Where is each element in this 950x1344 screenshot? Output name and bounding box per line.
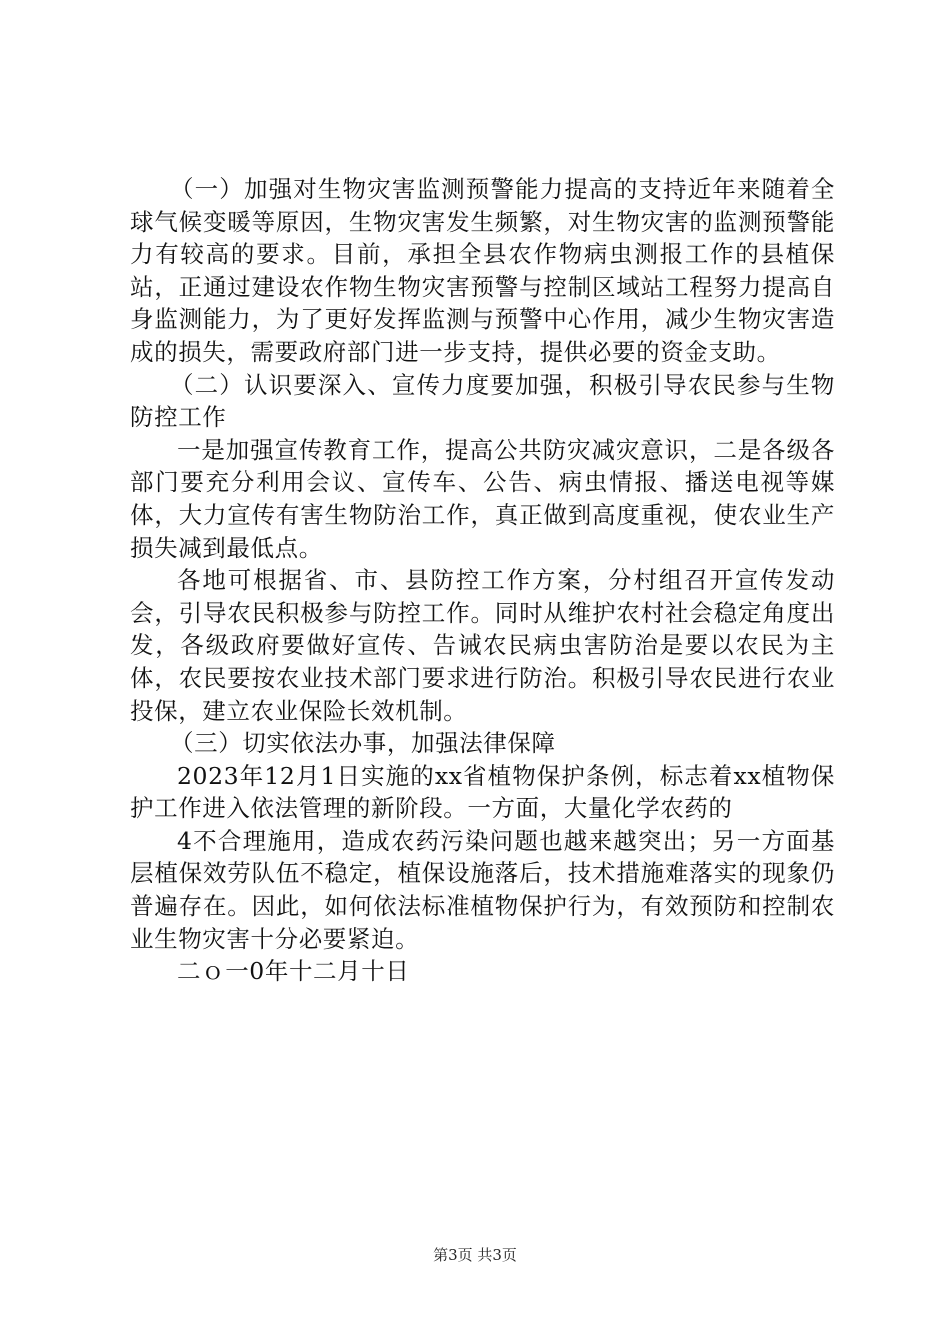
heading-section-two: （二）认识要深入、宣传力度要加强，积极引导农民参与生物防控工作: [130, 370, 835, 432]
document-body: [130, 173, 835, 988]
page-number-footer: 第3页 共3页: [433, 1246, 517, 1264]
paragraph-regulation-continued: 4不合理施用，造成农药污染问题也越来越突出；另一方面基层植保效劳队伍不稳定，植保设施落后，技术措施难落实的现象仍普遍存在。因此，如何依法标准植物保护行为，有效预防和控制农业生物灾害十分必要紧迫。: [130, 826, 835, 953]
paragraph-local-plans: 各地可根据省、市、县防控工作方案，分村组召开宣传发动会，引导农民积极参与防控工作。同时从维护农村社会稳定角度出发，各级政府要做好宣传、告诫农民病虫害防治是要以农民为主体，农民要按农业技术部门要求进行防治。积极引导农民进行农业投保，建立农业保险长效机制。: [130, 566, 835, 725]
paragraph-publicity: 一是加强宣传教育工作，提高公共防灾减灾意识，二是各级各部门要充分利用会议、宣传车、公告、病虫情报、播送电视等媒体，大力宣传有害生物防治工作，真正做到高度重视，使农业生产损失减到最低点。: [130, 435, 835, 562]
paragraph-regulation: 2023年12月1日实施的xx省植物保护条例，标志着xx植物保护工作进入依法管理的新阶段。一方面，大量化学农药的: [130, 761, 835, 823]
heading-section-three: （三）切实依法办事，加强法律保障: [170, 729, 556, 758]
document-date: 二ｏ一0年十二月十日: [177, 957, 410, 986]
paragraph-section-one: （一）加强对生物灾害监测预警能力提高的支持近年来随着全球气候变暖等原因，生物灾害发生频繁，对生物灾害的监测预警能力有较高的要求。目前，承担全县农作物病虫测报工作的县植保站，正通过建设农作物生物灾害预警与控制区域站工程努力提高自身监测能力，为了更好发挥监测与预警中心作用，减少生物灾害造成的损失，需要政府部门进一步支持，提供必要的资金支助。: [130, 175, 835, 366]
